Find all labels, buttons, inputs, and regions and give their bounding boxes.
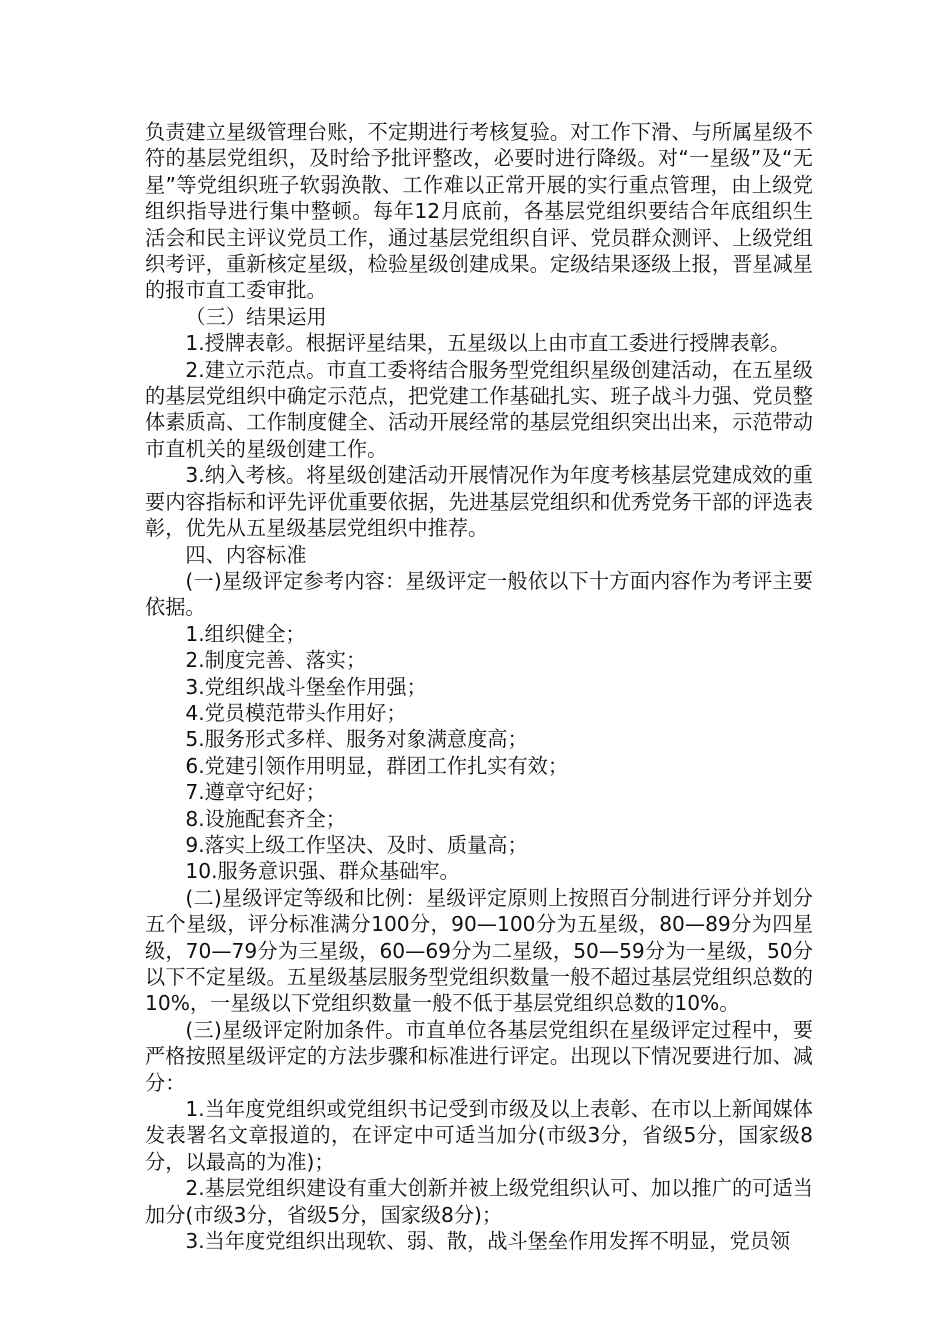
list-item-criteria-9: 9.落实上级工作坚决、及时、质量高； xyxy=(185,832,528,857)
document-page xyxy=(145,119,813,1254)
paragraph-rating-content: (一)星级评定参考内容：星级评定一般依以下十方面内容作为考评主要依据。 xyxy=(145,568,813,620)
list-item-criteria-5: 5.服务形式多样、服务对象满意度高； xyxy=(185,727,528,752)
paragraph-rating-levels: (二)星级评定等级和比例：星级评定原则上按照百分制进行评分并划分五个星级，评分标准满分100分，90—100分为五星级，80—89分为四星级，70—79分为三星级，60—69分为二星级，50—59分为一星级，50分以下不定星级。五星级基层服务型党组织数量一般不超过基层党组织总数的10%，一星级以下党组织数量一般不低于基层党组织总数的10%。 xyxy=(145,885,813,1016)
list-item-criteria-1: 1.组织健全； xyxy=(185,621,306,646)
list-item-criteria-8: 8.设施配套齐全； xyxy=(185,806,346,831)
list-item-deduction: 3.当年度党组织出现软、弱、散，战斗堡垒作用发挥不明显，党员领 xyxy=(185,1229,791,1254)
heading-content-standards: 四、内容标准 xyxy=(185,542,307,567)
list-item-bonus-innovation: 2.基层党组织建设有重大创新并被上级党组织认可、加以推广的可适当加分(市级3分，省级5分，国家级8分)； xyxy=(145,1176,813,1227)
list-item-criteria-4: 4.党员模范带头作用好； xyxy=(185,700,407,725)
heading-result-application: （三）结果运用 xyxy=(185,304,327,329)
list-item-criteria-2: 2.制度完善、落实； xyxy=(185,648,367,673)
list-item-criteria-6: 6.党建引领作用明显，群团工作扎实有效； xyxy=(185,753,569,778)
paragraph-additional-conditions: (三)星级评定附加条件。市直单位各基层党组织在星级评定过程中，要严格按照星级评定的方法步骤和标准进行评定。出现以下情况要进行加、减分： xyxy=(145,1017,813,1095)
paragraph-star-management: 负责建立星级管理台账，不定期进行考核复验。对工作下滑、与所属星级不符的基层党组织，及时给予批评整改，必要时进行降级。对“一星级”及“无星”等党组织班子软弱涣散、工作难以正常开展的实行重点管理，由上级党组织指导进行集中整顿。每年12月底前，各基层党组织要结合年底组织生活会和民主评议党员工作，通过基层党组织自评、党员群众测评、上级党组织考评，重新核定星级，检验星级创建成果。定级结果逐级上报，晋星减星的报市直工委审批。 xyxy=(145,120,813,303)
list-item-award: 1.授牌表彰。根据评星结果，五星级以上由市直工委进行授牌表彰。 xyxy=(185,331,791,356)
list-item-demonstration: 2.建立示范点。市直工委将结合服务型党组织星级创建活动，在五星级的基层党组织中确定示范点，把党建工作基础扎实、班子战斗力强、党员整体素质高、工作制度健全、活动开展经常的基层党组织突出出来，示范带动市直机关的星级创建工作。 xyxy=(145,357,813,461)
list-item-criteria-7: 7.遵章守纪好； xyxy=(185,780,326,805)
list-item-assessment: 3.纳入考核。将星级创建活动开展情况作为年度考核基层党建成效的重要内容指标和评先评优重要依据，先进基层党组织和优秀党务干部的评选表彰，优先从五星级基层党组织中推荐。 xyxy=(145,463,813,541)
list-item-bonus-award: 1.当年度党组织或党组织书记受到市级及以上表彰、在市以上新闻媒体发表署名文章报道的，在评定中可适当加分(市级3分，省级5分，国家级8分，以最高的为准)； xyxy=(145,1097,813,1174)
list-item-criteria-10: 10.服务意识强、群众基础牢。 xyxy=(185,859,460,884)
list-item-criteria-3: 3.党组织战斗堡垒作用强； xyxy=(185,674,427,699)
